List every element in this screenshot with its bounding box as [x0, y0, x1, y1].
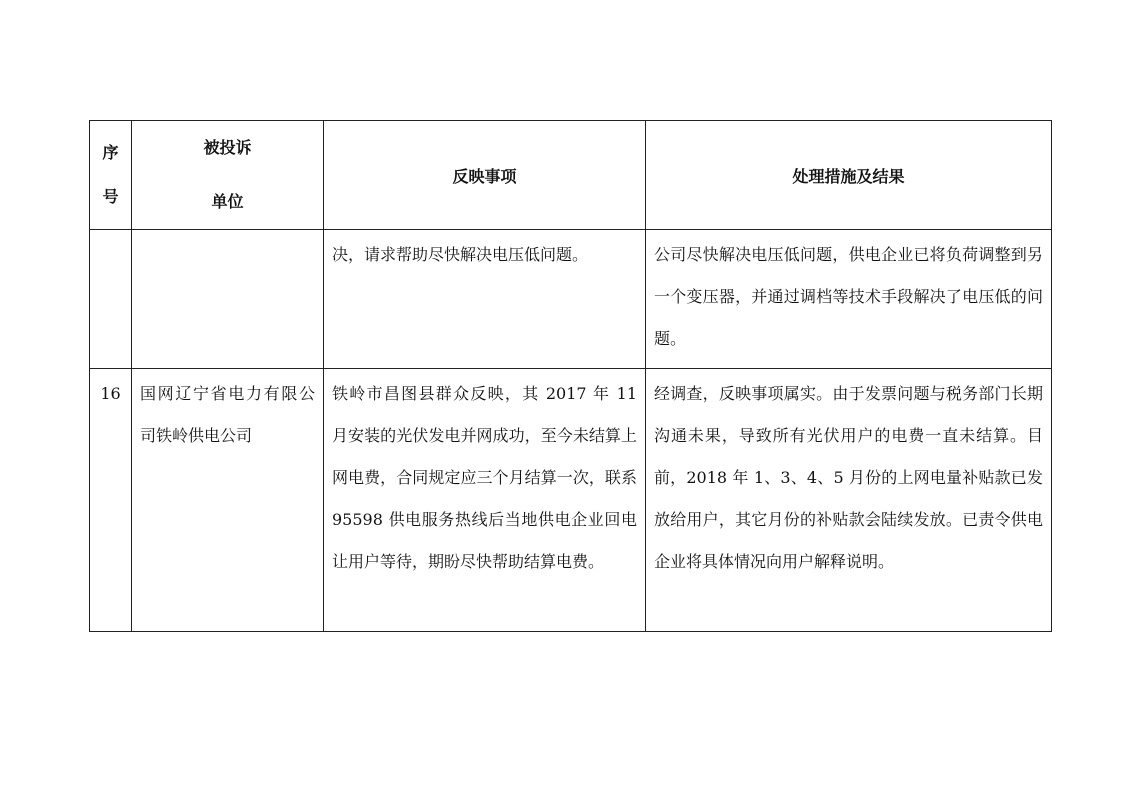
cell-seq: 16	[90, 369, 132, 632]
header-issue	[324, 121, 646, 230]
cell-unit: 国网辽宁省电力有限公司铁岭供电公司	[132, 369, 324, 632]
header-unit	[132, 121, 324, 230]
cell-issue: 决，请求帮助尽快解决电压低问题。	[324, 230, 646, 369]
cell-issue: 铁岭市昌图县群众反映，其 2017 年 11 月安装的光伏发电并网成功，至今未结算上网电费，合同规定应三个月结算一次，联系 95598 供电服务热线后当地供电企业回电让用户等待，期盼尽快帮助结算电费。	[324, 369, 646, 632]
header-result-label: 处理措施及结果	[792, 166, 905, 186]
header-seq-line2: 号	[102, 187, 119, 206]
cell-result: 公司尽快解决电压低问题，供电企业已将负荷调整到另一个变压器，并通过调档等技术手段解决了电压低的问题。	[646, 230, 1052, 369]
header-unit-line2: 单位	[211, 192, 244, 211]
cell-unit	[132, 230, 324, 369]
header-row	[90, 121, 1052, 230]
table-row	[90, 230, 1052, 369]
cell-result: 经调查，反映事项属实。由于发票问题与税务部门长期沟通未果，导致所有光伏用户的电费一直未结算。目前，2018 年 1、3、4、5 月份的上网电量补贴款已发放给用户，其它月份的补贴款会陆续发放。已责令供电企业将具体情况向用户解释说明。	[646, 369, 1052, 632]
header-unit-line1: 被投诉	[203, 138, 252, 157]
header-seq-line1: 序	[102, 143, 119, 162]
header-issue-label: 反映事项	[452, 166, 517, 186]
table-row	[90, 369, 1052, 632]
header-seq	[90, 121, 132, 230]
cell-seq	[90, 230, 132, 369]
complaint-table	[89, 120, 1052, 632]
header-result	[646, 121, 1052, 230]
